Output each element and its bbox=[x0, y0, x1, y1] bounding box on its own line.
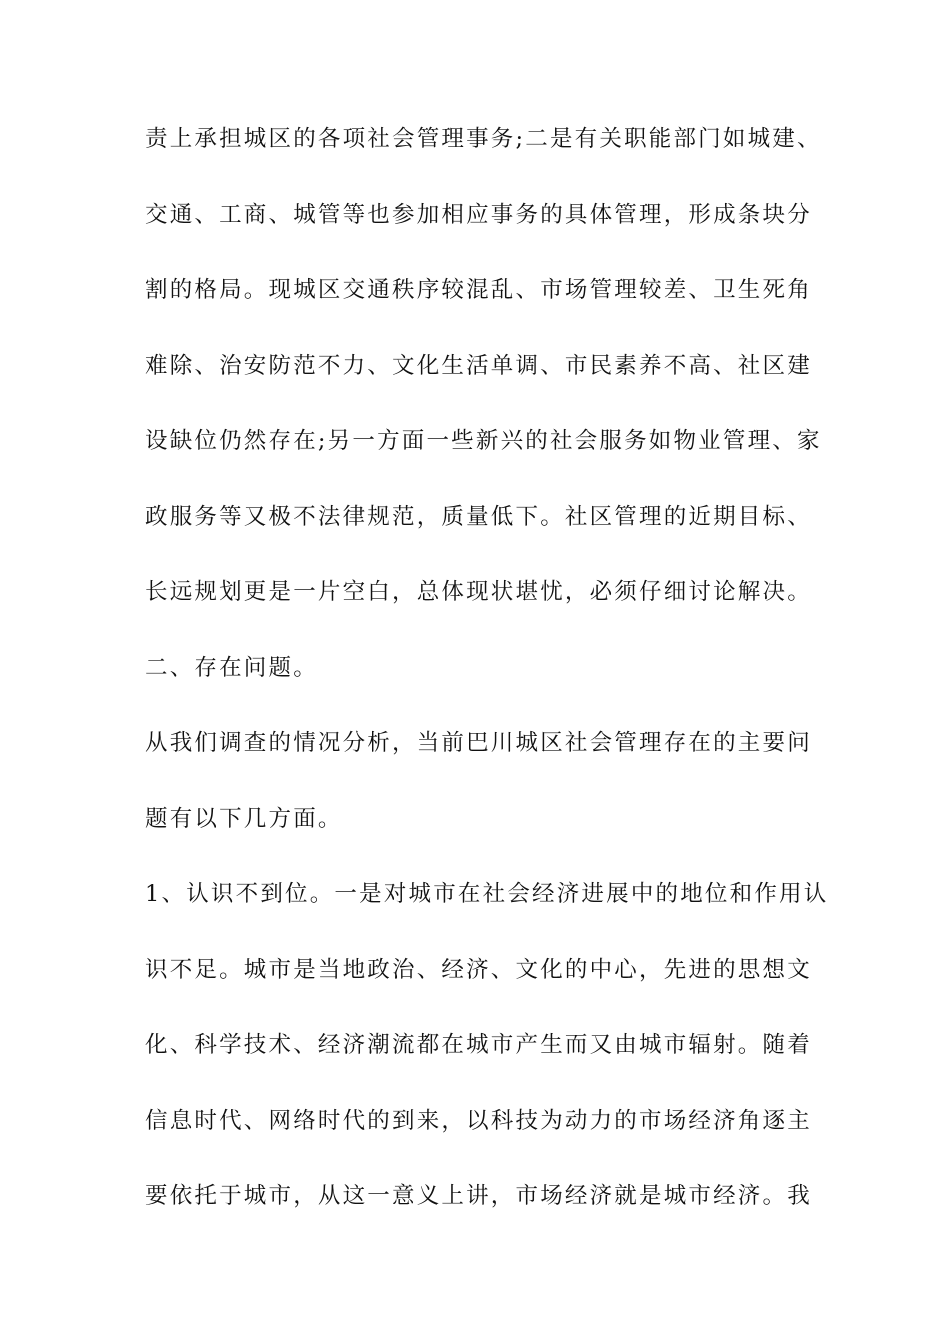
text-line: 识不足。城市是当地政治、经济、文化的中心，先进的思想文 bbox=[145, 956, 812, 983]
text-line: 责上承担城区的各项社会管理事务;二是有关职能部门如城建、 bbox=[145, 126, 822, 152]
text-line: 题有以下几方面。 bbox=[145, 805, 343, 832]
text-line: 从我们调查的情况分析，当前巴川城区社会管理存在的主要问 bbox=[145, 730, 812, 756]
text-line: 交通、工商、城管等也参加相应事务的具体管理，形成条块分 bbox=[145, 201, 812, 228]
text-line: 要依托于城市，从这一意义上讲，市场经济就是城市经济。我 bbox=[145, 1183, 812, 1209]
text-line: 长远规划更是一片空白，总体现状堪忧，必须仔细讨论解决。 bbox=[145, 579, 812, 605]
text-line: 信息时代、网络时代的到来，以科技为动力的市场经济角逐主 bbox=[145, 1107, 812, 1134]
document-page bbox=[145, 114, 829, 1247]
text-line: 设缺位仍然存在;另一方面一些新兴的社会服务如物业管理、家 bbox=[145, 428, 822, 454]
text-line: 化、科学技术、经济潮流都在城市产生而又由城市辐射。随着 bbox=[145, 1032, 812, 1058]
text-line: 政服务等又极不法律规范，质量低下。社区管理的近期目标、 bbox=[145, 503, 812, 530]
section-heading: 二、存在问题。 bbox=[145, 654, 318, 681]
text-line: 难除、治安防范不力、文化生活单调、市民素养不高、社区建 bbox=[145, 352, 812, 379]
text-line: 1、认识不到位。一是对城市在社会经济进展中的地位和作用认 bbox=[145, 881, 829, 907]
text-line: 割的格局。现城区交通秩序较混乱、市场管理较差、卫生死角 bbox=[145, 277, 812, 303]
